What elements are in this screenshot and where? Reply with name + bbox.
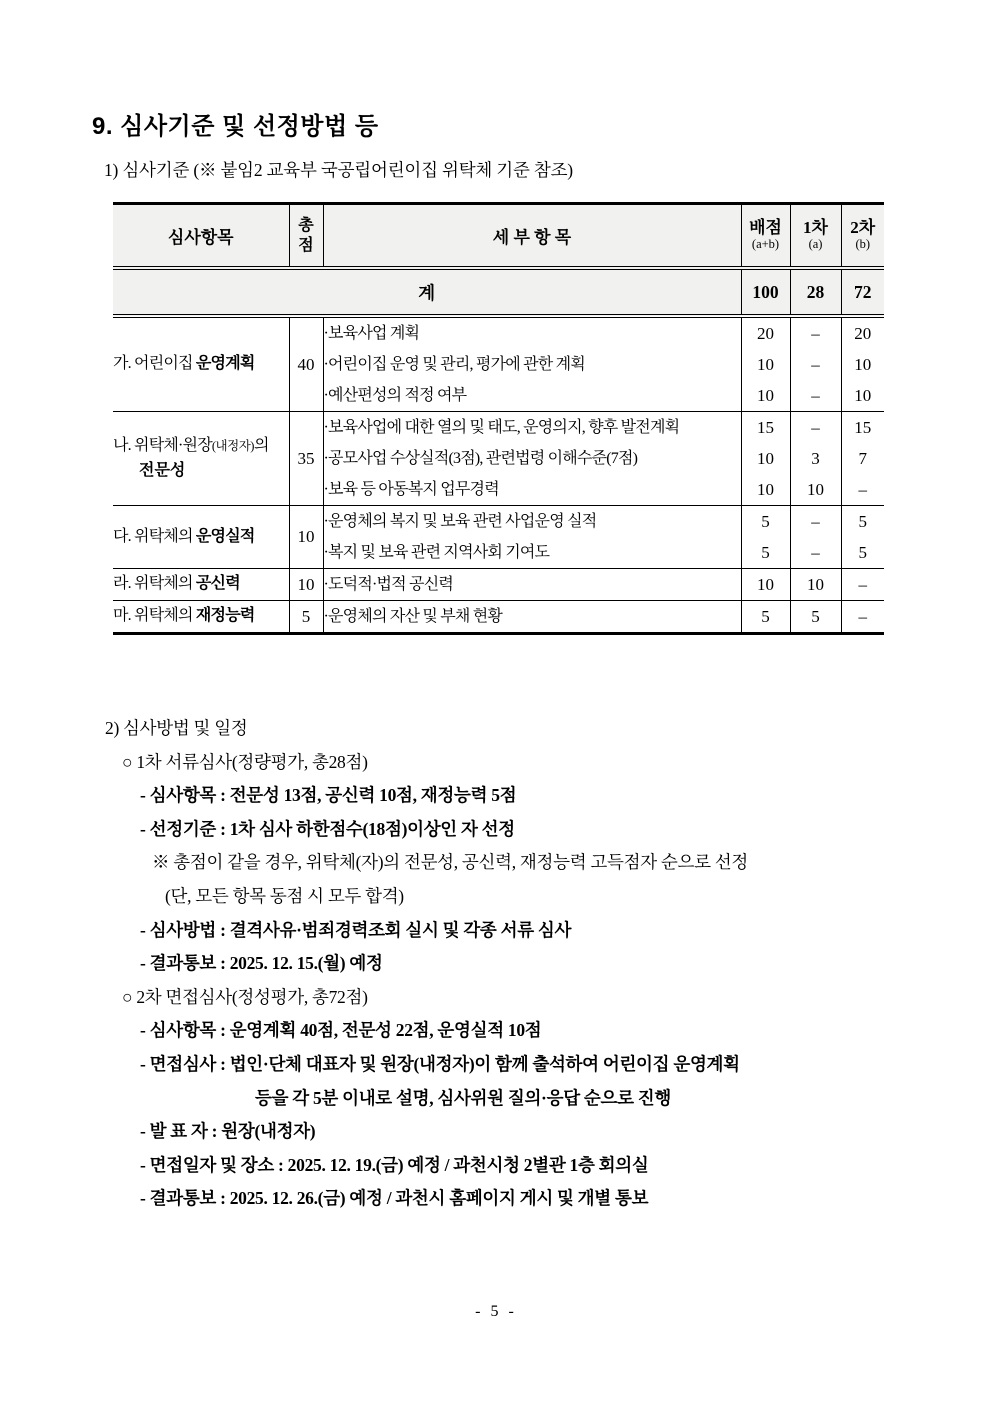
page-number: - 5 - <box>475 1303 517 1320</box>
table-row <box>113 601 884 634</box>
total-score-cell: 5 <box>289 601 323 634</box>
alloc-cell: 10 <box>741 569 790 601</box>
table-row <box>113 569 884 601</box>
details-cell: ·보육사업에 대한 열의 및 태도, 운영의지, 향후 발전계획 ·공모사업 수상실적(3점), 관련법령 이해수준(7점) ·보육 등 아동복지 업무경력 <box>323 412 741 506</box>
text-line: - 결과통보 : 2025. 12. 15.(월) 예정 <box>140 953 383 974</box>
second-round-cell: 20 10 10 <box>841 316 884 412</box>
category-cell: 마. 위탁체의 재정능력 <box>113 601 289 634</box>
total-score-cell: 40 <box>289 316 323 412</box>
category-cell: 나. 위탁체·원장(내정자)의 전문성 <box>113 412 289 506</box>
table-header-row <box>113 204 884 269</box>
col-header-total-score: 총 점 <box>289 204 323 269</box>
col-header-alloc: 배점 (a+b) <box>741 204 790 269</box>
text-line: ※ 총점이 같을 경우, 위탁체(자)의 전문성, 공신력, 재정능력 고득점자 순으로 선정 <box>152 852 748 873</box>
text-line: (단, 모든 항목 동점 시 모두 합격) <box>165 885 404 906</box>
section-2 <box>0 712 992 1216</box>
details-cell: ·운영체의 복지 및 보육 관련 사업운영 실적 ·복지 및 보육 관련 지역사회 기여도 <box>323 506 741 569</box>
total-second-round-cell: 72 <box>841 268 884 316</box>
total-label-cell: 계 <box>113 268 741 316</box>
first-round-cell: – – <box>790 506 841 569</box>
alloc-cell: 5 5 <box>741 506 790 569</box>
section-2-heading: 2) 심사방법 및 일정 <box>105 718 248 738</box>
col-header-first-round: 1차 (a) <box>790 204 841 269</box>
second-round-cell: 15 7 – <box>841 412 884 506</box>
details-cell: ·운영체의 자산 및 부채 현황 <box>323 601 741 634</box>
alloc-cell: 5 <box>741 601 790 634</box>
first-round-cell: – 3 10 <box>790 412 841 506</box>
text-line: - 심사방법 : 결격사유·범죄경력조회 실시 및 각종 서류 심사 <box>140 919 572 940</box>
col-header-category: 심사항목 <box>113 204 289 269</box>
text-line: - 결과통보 : 2025. 12. 26.(금) 예정 / 과천시 홈페이지 게시 및 개별 통보 <box>140 1188 649 1209</box>
section-1-heading: 1) 심사기준 (※ 붙임2 교육부 국공립어린이집 위탁체 기준 참조) <box>104 160 573 180</box>
first-round-cell: 10 <box>790 569 841 601</box>
total-first-round-cell: 28 <box>790 268 841 316</box>
table-total-row <box>113 268 884 316</box>
text-line: 등을 각 5분 이내로 설명, 심사위원 질의·응답 순으로 진행 <box>255 1087 671 1108</box>
table-row <box>113 506 884 569</box>
table-row <box>113 316 884 412</box>
details-cell: ·도덕적·법적 공신력 <box>323 569 741 601</box>
second-round-cell: – <box>841 601 884 634</box>
category-cell: 다. 위탁체의 운영실적 <box>113 506 289 569</box>
second-round-cell: – <box>841 569 884 601</box>
alloc-cell: 20 10 10 <box>741 316 790 412</box>
criteria-table <box>113 202 884 635</box>
text-line: ○ 1차 서류심사(정량평가, 총28점) <box>122 751 368 772</box>
text-line: - 심사항목 : 전문성 13점, 공신력 10점, 재정능력 5점 <box>140 785 517 806</box>
details-cell: ·보육사업 계획 ·어린이집 운영 및 관리, 평가에 관한 계획 ·예산편성의 적정 여부 <box>323 316 741 412</box>
first-round-cell: – – – <box>790 316 841 412</box>
total-score-cell: 10 <box>289 569 323 601</box>
text-line: ○ 2차 면접심사(정성평가, 총72점) <box>122 986 368 1007</box>
col-header-second-round: 2차 (b) <box>841 204 884 269</box>
first-round-cell: 5 <box>790 601 841 634</box>
second-round-cell: 5 5 <box>841 506 884 569</box>
total-score-cell: 10 <box>289 506 323 569</box>
category-cell: 라. 위탁체의 공신력 <box>113 569 289 601</box>
text-line: - 면접심사 : 법인·단체 대표자 및 원장(내정자)이 함께 출석하여 어린이집 운영계획 <box>140 1053 740 1074</box>
category-cell: 가. 어린이집 운영계획 <box>113 316 289 412</box>
total-alloc-cell: 100 <box>741 268 790 316</box>
total-score-cell: 35 <box>289 412 323 506</box>
text-line: - 발 표 자 : 원장(내정자) <box>140 1121 316 1142</box>
alloc-cell: 15 10 10 <box>741 412 790 506</box>
table-row <box>113 412 884 506</box>
text-line: - 심사항목 : 운영계획 40점, 전문성 22점, 운영실적 10점 <box>140 1020 542 1041</box>
col-header-details: 세 부 항 목 <box>323 204 741 269</box>
page-title: 9. 심사기준 및 선정방법 등 <box>92 113 379 140</box>
text-line: - 면접일자 및 장소 : 2025. 12. 19.(금) 예정 / 과천시청 2별관 1층 회의실 <box>140 1154 649 1175</box>
text-line: - 선정기준 : 1차 심사 하한점수(18점)이상인 자 선정 <box>140 818 515 839</box>
